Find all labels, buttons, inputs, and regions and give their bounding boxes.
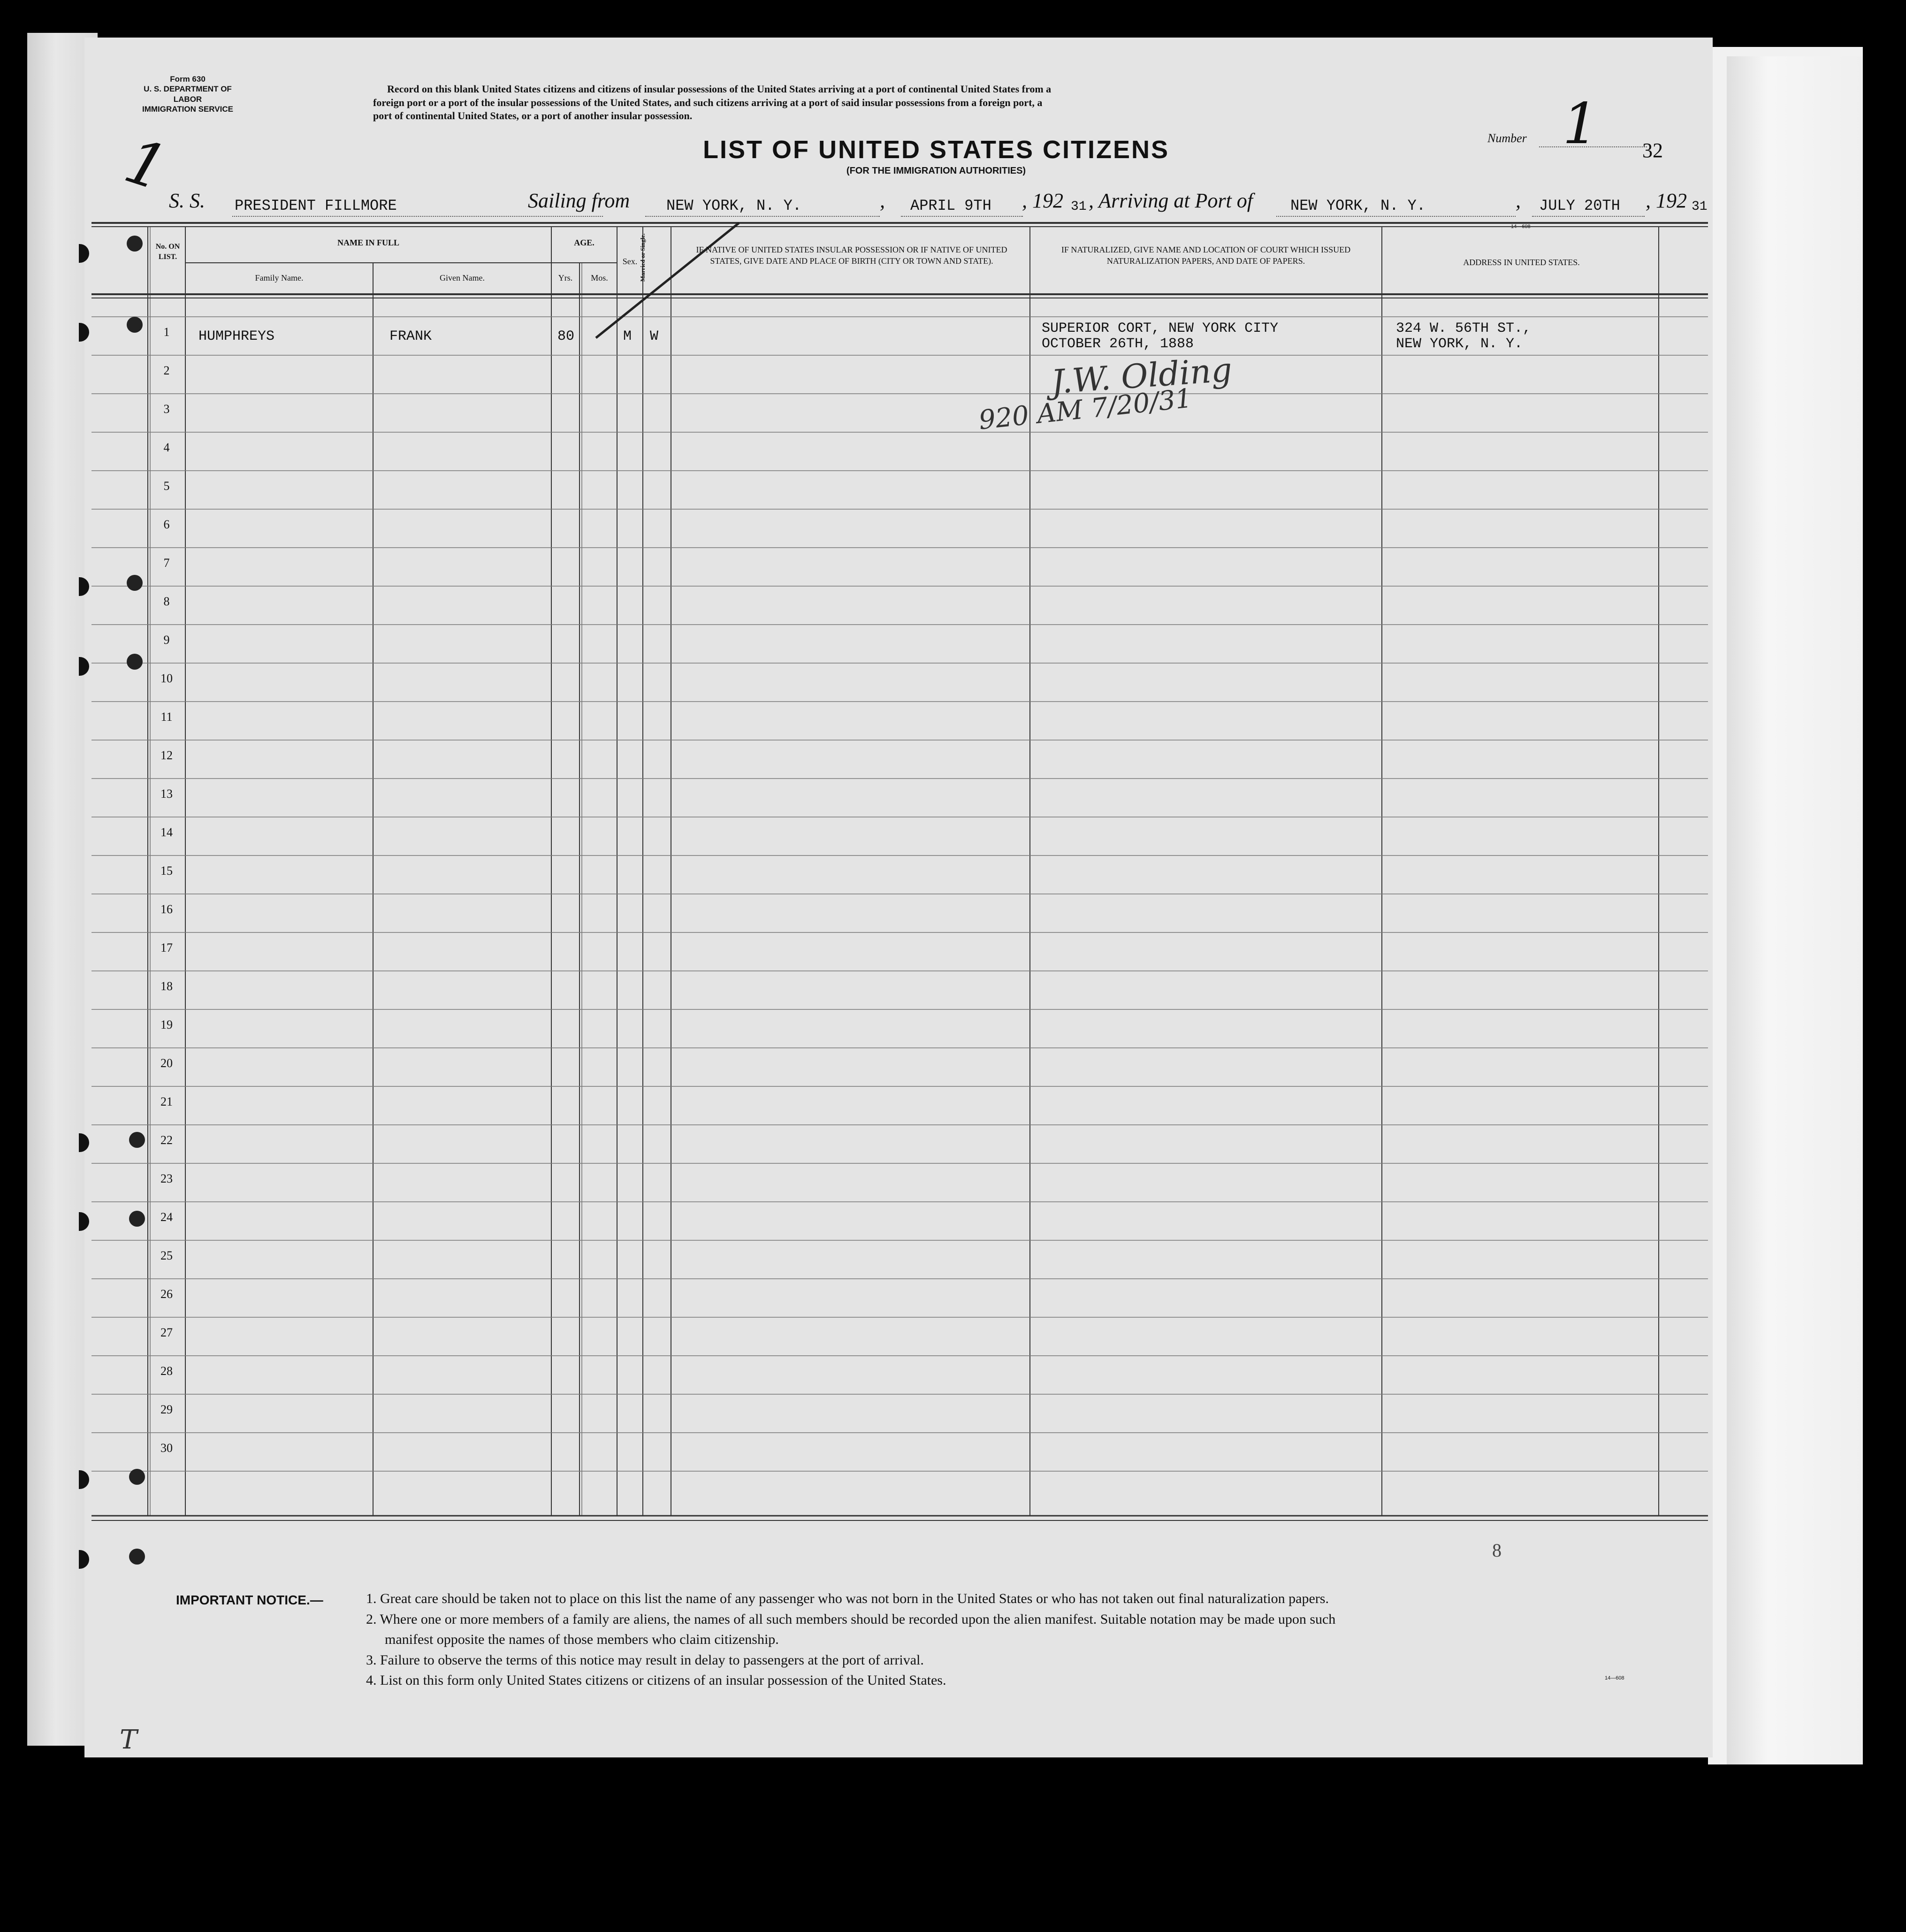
notice-item-4: 4. List on this form only United States citizens or citizens of an insular possession of the United States. bbox=[366, 1672, 946, 1688]
arriving-label: , Arriving at Port of bbox=[1089, 189, 1253, 212]
from-port: NEW YORK, N. Y. bbox=[666, 197, 802, 214]
row-number-column bbox=[148, 38, 185, 1516]
header-family-name: Family Name. bbox=[255, 273, 304, 283]
row-number: 16 bbox=[160, 902, 173, 916]
page-subtitle: (FOR THE IMMIGRATION AUTHORITIES) bbox=[846, 166, 1026, 176]
number-value: 1 bbox=[1563, 92, 1599, 157]
entry-address-line-1: 324 W. 56TH ST., bbox=[1396, 321, 1532, 336]
notice-label: IMPORTANT NOTICE.— bbox=[176, 1593, 323, 1607]
header-birth: IF NATIVE OF UNITED STATES INSULAR POSSESSION OR IF NATIVE OF UNITED STATES, GIVE DATE AND PLACE OF BIRTH (CITY OR TOWN AND STATE). bbox=[696, 245, 1007, 266]
row-number: 28 bbox=[160, 1364, 173, 1378]
punch-hole bbox=[127, 654, 143, 670]
row-number: 9 bbox=[163, 633, 170, 647]
header-no: No. ON LIST. bbox=[155, 243, 180, 261]
header-naturalized: IF NATURALIZED, GIVE NAME AND LOCATION OF COURT WHICH ISSUED NATURALIZATION PAPERS, AND DATE OF PAPERS. bbox=[1061, 245, 1351, 266]
arriving-label-text: Arriving at Port of bbox=[1098, 189, 1253, 212]
header-yrs: Yrs. bbox=[558, 273, 573, 283]
row-number: 17 bbox=[160, 941, 173, 955]
arrival-year-prefix: , 192 bbox=[1646, 189, 1687, 212]
header-mos: Mos. bbox=[591, 273, 608, 283]
notice-item-3: 3. Failure to observe the terms of this notice may result in delay to passengers at the port of arrival. bbox=[366, 1652, 924, 1668]
entry-address-line-2: NEW YORK, N. Y. bbox=[1396, 336, 1523, 352]
ship-name: PRESIDENT FILLMORE bbox=[235, 197, 397, 214]
from-year-prefix: , 192 bbox=[1022, 189, 1063, 212]
manifest-sheet bbox=[84, 38, 1713, 1757]
left-hand-mark: 1 bbox=[116, 124, 176, 205]
entry-court-line-2: OCTOBER 26TH, 1888 bbox=[1042, 336, 1194, 352]
comma-1: , bbox=[880, 189, 885, 212]
row-number: 14 bbox=[160, 825, 173, 839]
row-number: 22 bbox=[160, 1133, 173, 1147]
row-number: 26 bbox=[160, 1287, 173, 1301]
punch-hole bbox=[129, 1132, 145, 1148]
row-number: 4 bbox=[163, 441, 170, 454]
row-number: 18 bbox=[160, 979, 173, 993]
row-number: 21 bbox=[160, 1095, 173, 1108]
notice-list bbox=[366, 1588, 1746, 1691]
row-number: 11 bbox=[160, 710, 173, 724]
arrival-date: JULY 20TH bbox=[1539, 197, 1620, 214]
row-number: 27 bbox=[160, 1326, 173, 1339]
notice-item-2-cont: manifest opposite the names of those members who claim citizenship. bbox=[385, 1632, 779, 1647]
handwritten-signature: J.W. Olding bbox=[1050, 350, 1234, 402]
punch-hole bbox=[129, 1211, 145, 1227]
punch-hole bbox=[127, 575, 143, 591]
punch-hole bbox=[129, 1549, 145, 1565]
bottom-hand-mark: T bbox=[120, 1725, 137, 1755]
entry-age-years: 80 bbox=[557, 328, 575, 344]
from-year: 31 bbox=[1071, 199, 1087, 214]
row-number: 5 bbox=[163, 479, 170, 493]
number-label: Number bbox=[1487, 131, 1527, 145]
page-title: LIST OF UNITED STATES CITIZENS bbox=[703, 136, 1169, 164]
header-address: ADDRESS IN UNITED STATES. bbox=[1463, 258, 1580, 267]
row-number: 24 bbox=[160, 1210, 173, 1224]
row-number: 2 bbox=[163, 364, 170, 377]
ss-label: S. S. bbox=[169, 189, 205, 212]
notice-item-2: 2. Where one or more members of a family are aliens, the names of all such members should be recorded upon the alien manifest. Suitable notation may be made upon such bbox=[366, 1611, 1336, 1627]
row-number: 1 bbox=[163, 325, 170, 339]
row-number: 13 bbox=[160, 787, 173, 801]
row-number: 25 bbox=[160, 1249, 173, 1262]
header-given-name: Given Name. bbox=[440, 273, 485, 283]
row-number: 3 bbox=[163, 402, 170, 416]
punch-hole bbox=[127, 317, 143, 333]
sailing-from-label: Sailing from bbox=[528, 189, 630, 212]
entry-sex: M bbox=[623, 328, 632, 344]
row-number: 10 bbox=[160, 672, 173, 685]
punch-hole bbox=[127, 236, 143, 252]
row-number: 19 bbox=[160, 1018, 173, 1031]
entry-family-name: HUMPHREYS bbox=[198, 328, 275, 344]
row-number: 7 bbox=[163, 556, 170, 570]
header-name-in-full: NAME IN FULL bbox=[337, 238, 399, 247]
row-number: 8 bbox=[163, 595, 170, 608]
arrival-year-prefix-value: 192 bbox=[1656, 189, 1687, 212]
page-edge-right-inner bbox=[1727, 56, 1863, 1764]
intro-line-1: Record on this blank United States citizens and citizens of insular possessions of the United States arriving at a port of continental United States from a bbox=[387, 83, 1052, 95]
punch-hole bbox=[129, 1469, 145, 1485]
page-mark: 8 bbox=[1492, 1540, 1502, 1561]
header-sex: Sex. bbox=[622, 257, 638, 266]
arrival-port: NEW YORK, N. Y. bbox=[1290, 197, 1426, 214]
from-date: APRIL 9TH bbox=[910, 197, 991, 214]
row-number: 15 bbox=[160, 864, 173, 878]
form-number: Form 630 bbox=[170, 75, 206, 84]
footer-print-code: 14—608 bbox=[1605, 1675, 1624, 1681]
entry-marital-status: W bbox=[650, 328, 659, 344]
arrival-year: 31 bbox=[1692, 199, 1708, 214]
header-age: AGE. bbox=[574, 238, 595, 247]
row-number: 20 bbox=[160, 1056, 173, 1070]
row-number: 23 bbox=[160, 1172, 173, 1185]
row-number: 30 bbox=[160, 1441, 173, 1455]
entry-court-line-1: SUPERIOR CORT, NEW YORK CITY bbox=[1042, 321, 1279, 336]
voyage-print-code: 14—608 bbox=[1511, 224, 1531, 229]
intro-line-2: foreign port or a port of the insular possessions of the United States, and such citizens arriving at a port of said insular possessions from a foreign port, a bbox=[373, 96, 1043, 108]
department-name: U. S. DEPARTMENT OF LABOR bbox=[144, 84, 232, 104]
row-number: 12 bbox=[160, 748, 173, 762]
row-number: 6 bbox=[163, 518, 170, 531]
entry-given-name: FRANK bbox=[389, 328, 432, 344]
header-married-single: Married or Single. bbox=[639, 233, 647, 282]
notice-item-1: 1. Great care should be taken not to place on this list the name of any passenger who was not born in the United States or who has not taken out final naturalization papers. bbox=[366, 1591, 1329, 1606]
page-number: 32 bbox=[1642, 139, 1663, 162]
row-lines bbox=[91, 317, 1708, 1471]
intro-line-3: port of continental United States, or a port of another insular possession. bbox=[373, 110, 693, 122]
service-name: IMMIGRATION SERVICE bbox=[142, 104, 233, 114]
from-year-prefix-value: 192 bbox=[1032, 189, 1063, 212]
handwritten-date-note: 920 AM 7/20/31 bbox=[977, 383, 1194, 436]
row-number: 29 bbox=[160, 1403, 173, 1416]
comma-2: , bbox=[1516, 189, 1521, 212]
